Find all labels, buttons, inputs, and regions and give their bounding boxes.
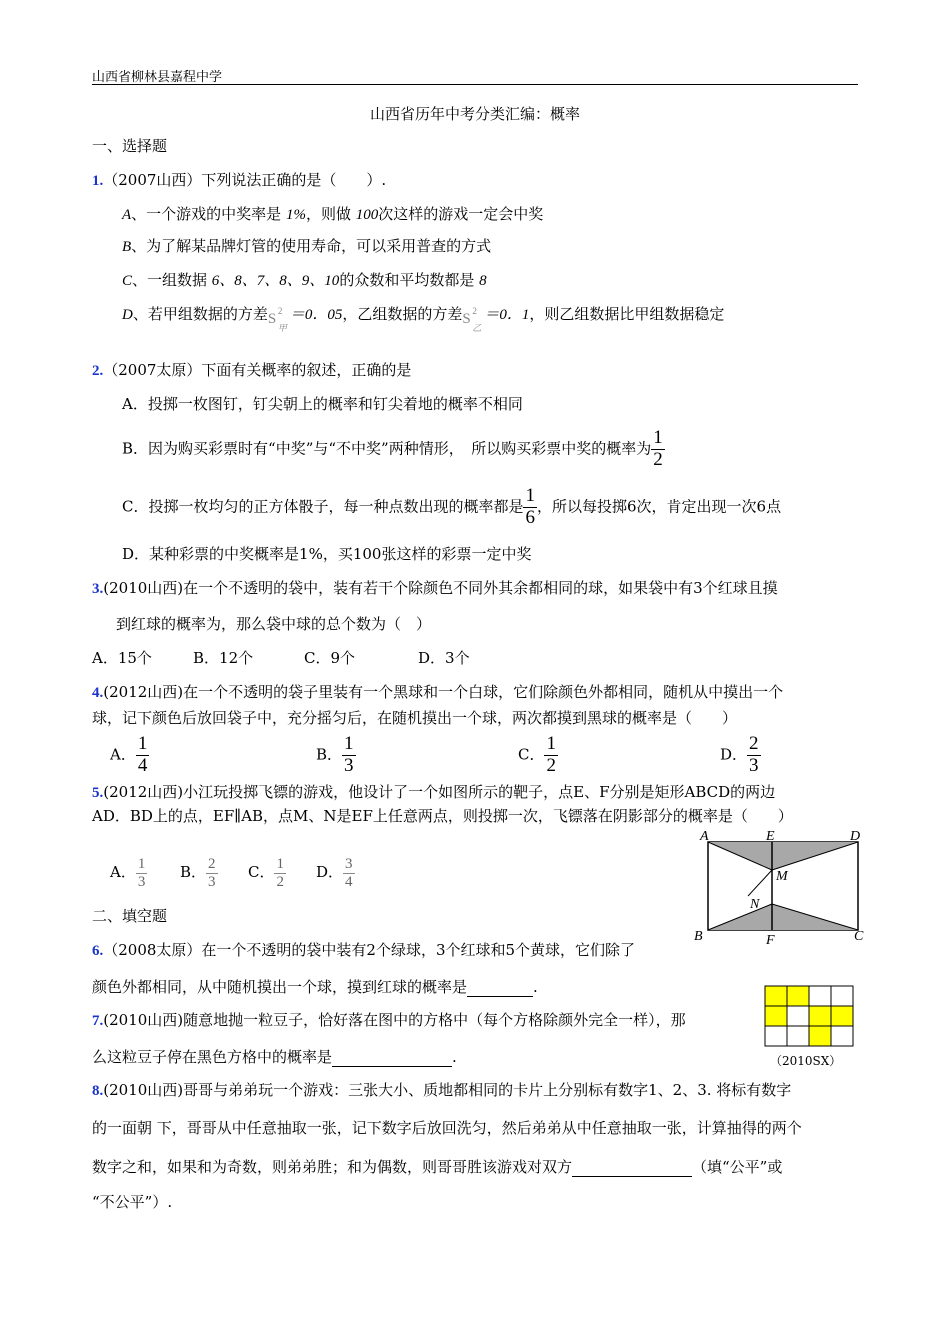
answer-blank-6[interactable] [467,976,533,997]
grid-cell-filled [765,1006,787,1026]
question-6: 6.（2008太原）在一个不透明的袋中装有2个绿球，3个红球和5个黄球，它们除了 [92,941,636,959]
fraction-one-sixth: $\frac{1}{6}$ [525,485,535,528]
dartboard-figure [690,828,870,948]
grid-cell-filled [809,1026,831,1046]
grid-cell-empty [787,1006,809,1026]
question-4-line-2: 球，记下颜色后放回袋子中，充分摇匀后，在随机摸出一个球，两次都摸到黑球的概率是（ ） [92,709,738,727]
label-e: E [766,829,775,844]
q3-option-c: C．9个 [304,649,356,667]
question-6-line-2: 颜色外都相同，从中随机摸出一个球，摸到红球的概率是 . [92,978,538,996]
label-b: B [694,929,703,944]
grid-cell-empty [831,1026,853,1046]
question-3-line-2: 到红球的概率为，那么袋中球的总个数为（ ） [116,615,432,633]
q4-option-d: D． $\frac{2}{3}$ [720,733,759,776]
question-1-stem: （2007山西）下列说法正确的是（ ）. [103,171,387,189]
question-8-line-4: “不公平”）. [92,1193,173,1211]
q3-option-b: B．12个 [193,649,254,667]
question-7: 7.(2010山西)随意地抛一粒豆子，恰好落在图中的方格中（每个方格除颜外完全一样），那 [92,1011,686,1029]
section-fill: 二、填空题 [92,907,168,925]
answer-blank-7[interactable] [332,1046,452,1067]
q3-option-d: D．3个 [418,649,470,667]
bean-grid-figure [764,985,860,1049]
document-title: 山西省历年中考分类汇编：概率 [370,105,581,123]
q2-option-d: D．某种彩票的中奖概率是1%，买100张这样的彩票一定中奖 [122,545,532,563]
q4-option-b: B． $\frac{1}{3}$ [316,733,354,776]
variance-symbol-jia: S 2 甲 [267,306,287,333]
question-3-number: 3. [92,581,104,597]
question-2 [92,360,411,381]
q5-option-a: A． $\frac{1}{3}$ [110,856,146,890]
question-4-number: 4. [92,685,104,701]
question-4: 4.(2012山西)在一个不透明的袋子里装有一个黑球和一个白球，它们除颜色外都相同，随机从中摸出一个 [92,683,784,701]
q5-option-d: D． $\frac{3}{4}$ [316,856,353,890]
grid-cell-empty [831,986,853,1006]
q5-option-b: B． $\frac{2}{3}$ [180,856,216,890]
q1-option-c: C、一组数据 6、8、7、8、9、10的众数和平均数都是 8 [122,271,487,289]
question-8-line-3: 数字之和，如果和为奇数，则弟弟胜；和为偶数，则哥哥胜该游戏对双方 （填“公平”或 [92,1158,783,1176]
answer-blank-8[interactable] [572,1156,692,1177]
question-7-number: 7. [92,1013,104,1029]
grid-caption: （2010SX） [770,1054,842,1068]
question-8-line-2: 的一面朝 下，哥哥从中任意抽取一张，记下数字后放回洗匀，然后弟弟从中任意抽取一张，计算抽得的两个 [92,1119,802,1137]
grid-cell-filled [831,1006,853,1026]
q3-option-a: A．15个 [92,649,152,667]
question-7-line-2: 么这粒豆子停在黑色方格中的概率是 . [92,1048,457,1066]
question-5-line-2: AD．BD上的点，EF∥AB，点M、N是EF上任意两点，则投掷一次，飞镖落在阴影部分的概率是（ ） [92,807,793,825]
grid-cell-filled [765,986,787,1006]
grid-cell-empty [809,986,831,1006]
fraction-one-half: $\frac{1}{2}$ [653,427,663,470]
q5-option-c: C． $\frac{1}{2}$ [248,856,284,890]
label-n: N [750,897,760,912]
question-2-stem: （2007太原）下面有关概率的叙述，正确的是 [103,361,412,379]
question-1-number: 1. [92,173,104,189]
school-header: 山西省柳林县嘉程中学 [92,70,223,85]
question-3: 3.(2010山西)在一个不透明的袋中，装有若干个除颜色不同外其余都相同的球，如果袋中有3个红球且摸 [92,579,778,597]
header-rule [92,84,858,85]
label-f: F [766,933,775,948]
variance-symbol-yi: S 2 乙 [462,306,482,333]
q4-option-a: A． $\frac{1}{4}$ [110,733,148,776]
grid-cell-empty [787,1026,809,1046]
question-5-number: 5. [92,785,104,801]
q1-option-b: B、为了解某品牌灯管的使用寿命，可以采用普查的方式 [122,237,492,255]
grid-cell-filled [809,1006,831,1026]
label-m: M [776,869,788,884]
label-c: C [854,929,864,944]
q2-option-c: C．投掷一枚均匀的正方体骰子，每一种点数出现的概率都是 $\frac{1}{6}$ ，所以每投掷6次，肯定出现一次6点 [122,485,782,528]
question-1 [92,170,386,191]
section-choice: 一、选择题 [92,137,168,155]
q2-option-a: A．投掷一枚图钉，钉尖朝上的概率和钉尖着地的概率不相同 [122,395,523,413]
q1-option-a: A、一个游戏的中奖率是 1%，则做 100次这样的游戏一定会中奖 [122,205,544,223]
q4-option-c: C． $\frac{1}{2}$ [518,733,556,776]
question-8-number: 8. [92,1083,104,1099]
grid-cell-empty [765,1026,787,1046]
question-8: 8.(2010山西)哥哥与弟弟玩一个游戏：三张大小、质地都相同的卡片上分别标有数字1、2、3. 将标有数字 [92,1081,792,1099]
question-2-number: 2. [92,363,104,379]
label-a: A [700,829,709,844]
question-5: 5.(2012山西)小江玩投掷飞镖的游戏，他设计了一个如图所示的靶子，点E、F分别是矩形ABCD的两边 [92,783,776,801]
question-6-number: 6. [92,943,104,959]
q2-option-b: B．因为购买彩票时有“中奖”与“不中奖”两种情形， 所以购买彩票中奖的概率为 $\frac{1}{2}$ [122,427,663,470]
grid-cell-filled [787,986,809,1006]
label-d: D [850,829,861,844]
q1-option-d: D、若甲组数据的方差 S 2 甲 ＝0．05，乙组数据的方差 S 2 乙 ＝0．1，则乙组数据比甲组数据稳定 [122,305,725,333]
